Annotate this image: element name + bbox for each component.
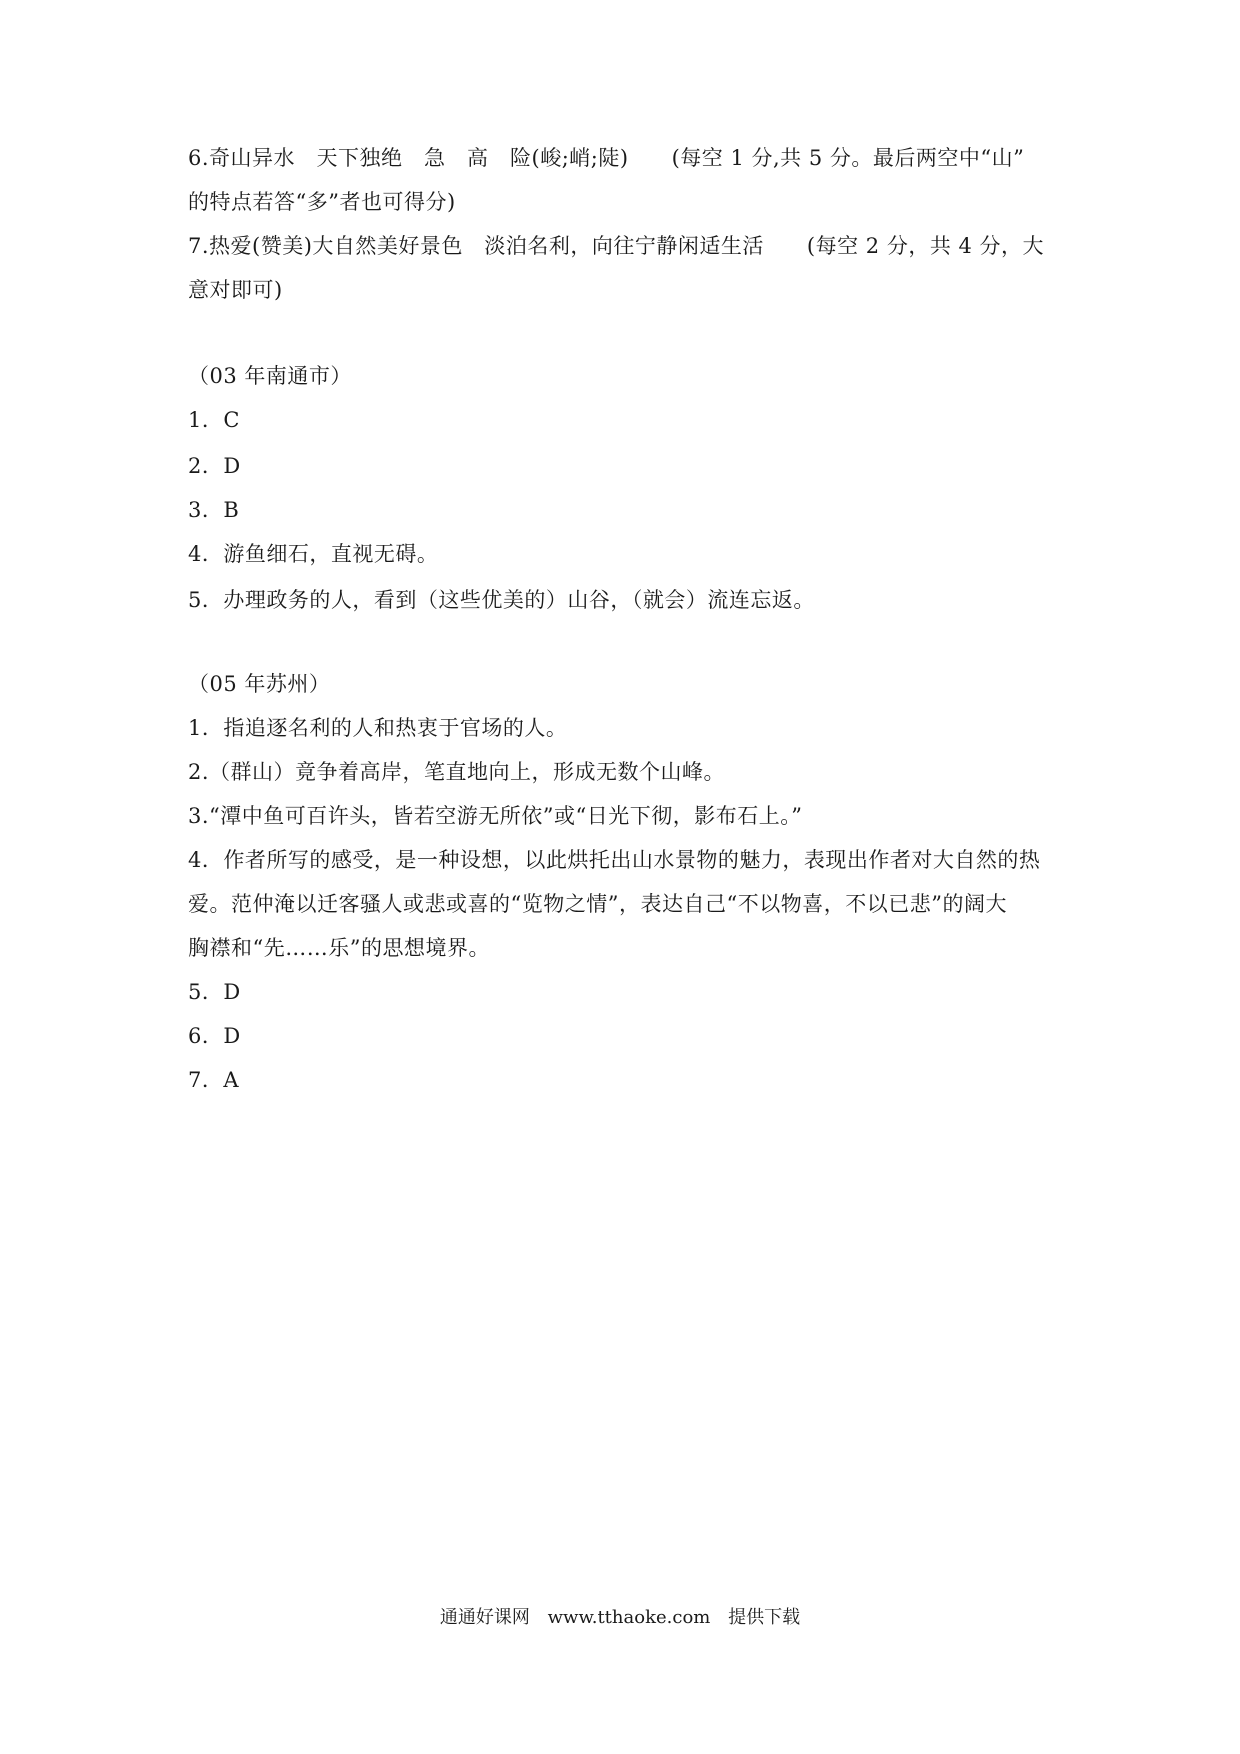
section-heading-nantong: （03 年南通市） [188, 364, 352, 388]
answer-item: 2.（群山）竟争着高岸，笔直地向上，形成无数个山峰。 [188, 760, 726, 784]
answer-item: 6．D [188, 1024, 241, 1048]
answer-4-line-2: 爱。范仲淹以迁客骚人或悲或喜的“览物之情”，表达自己“不以物喜，不以已悲”的阔大 [188, 892, 1007, 916]
section-heading-suzhou: （05 年苏州） [188, 672, 331, 696]
footer-suffix: 提供下载 [728, 1607, 801, 1628]
answer-4-line-3: 胸襟和“先……乐”的思想境界。 [188, 936, 490, 960]
answer-item: 7．A [188, 1068, 240, 1092]
answer-6-line-1: 6.奇山异水 天下独绝 急 高 险(峻;峭;陡) (每空 1 分,共 5 分。最后两空中“山” [188, 146, 1025, 170]
answer-item: 2．D [188, 454, 241, 478]
answer-6-line-2: 的特点若答“多”者也可得分) [188, 190, 456, 214]
footer-url: www.tthaoke.com [547, 1607, 711, 1628]
answer-item: 4．游鱼细石，直视无碍。 [188, 542, 439, 566]
answer-7-line-1: 7.热爱(赞美)大自然美好景色 淡泊名利，向往宁静闲适生活 (每空 2 分，共 4 分，大 [188, 234, 1045, 258]
answer-item: 1．指追逐名利的人和热衷于官场的人。 [188, 716, 568, 740]
page-footer [0, 1606, 1240, 1630]
answer-7-line-2: 意对即可) [188, 278, 283, 302]
answer-item: 5．办理政务的人，看到（这些优美的）山谷，（就会）流连忘返。 [188, 588, 815, 612]
answer-item: 3．B [188, 498, 240, 522]
answer-item: 3.“潭中鱼可百许头，皆若空游无所依”或“日光下彻，影布石上。” [188, 804, 803, 828]
footer-site-name: 通通好课网 [439, 1607, 530, 1628]
answer-4-line-1: 4．作者所写的感受，是一种设想，以此烘托出山水景物的魅力，表现出作者对大自然的热 [188, 848, 1041, 872]
answer-item: 1．C [188, 408, 240, 432]
answer-item: 5．D [188, 980, 241, 1004]
